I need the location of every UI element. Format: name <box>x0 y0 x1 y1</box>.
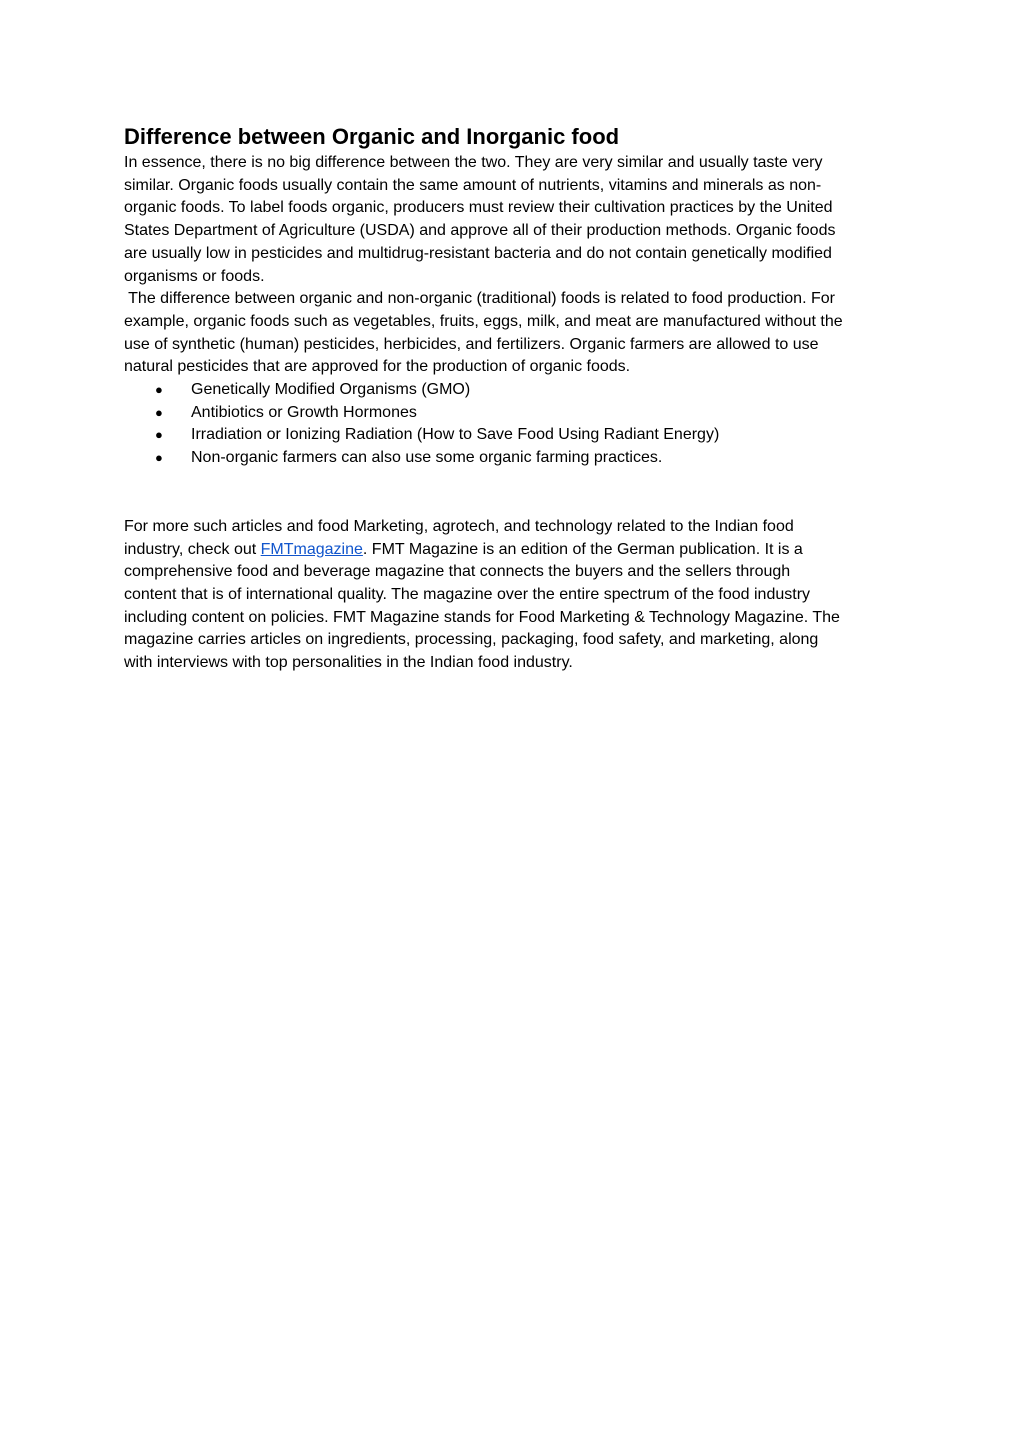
text-line: In essence, there is no big difference between the two. They are very similar and usually taste very <box>124 154 823 171</box>
text-line: organic foods. To label foods organic, producers must review their cultivation practices by the United <box>124 199 833 217</box>
text-line: For more such articles and food Marketing, agrotech, and technology related to the Indian food <box>124 517 794 535</box>
list-item-text: Genetically Modified Organisms (GMO) <box>191 381 471 399</box>
paragraph-intro <box>124 152 904 288</box>
list-item <box>124 379 904 402</box>
text-line-with-link <box>124 539 904 562</box>
text-line: use of synthetic (human) pesticides, herbicides, and fertilizers. Organic farmers are allowed to use <box>124 335 819 353</box>
list-item <box>124 424 904 447</box>
text-line: similar. Organic foods usually contain the same amount of nutrients, vitamins and minerals as non- <box>124 176 822 194</box>
text-line: States Department of Agriculture (USDA) and approve all of their production methods. Organic foods <box>124 222 836 240</box>
text-line: natural pesticides that are approved for the production of organic foods. <box>124 358 631 376</box>
text-line: with interviews with top personalities in the Indian food industry. <box>124 654 573 672</box>
bullet-icon: ● <box>155 382 163 398</box>
bullet-icon: ● <box>155 450 163 466</box>
bullet-icon: ● <box>155 404 163 420</box>
list-item-text: Non-organic farmers can also use some organic farming practices. <box>191 449 663 467</box>
text-fragment: . FMT Magazine is an edition of the German publication. It is a <box>362 540 803 558</box>
text-line: The difference between organic and non-organic (traditional) foods is related to food production. For <box>124 290 835 308</box>
text-fragment: industry, check out <box>124 540 261 558</box>
fmt-magazine-link[interactable]: FMTmagazine <box>260 540 363 558</box>
bullet-icon: ● <box>155 427 163 443</box>
text-line: are usually low in pesticides and multidrug-resistant bacteria and do not contain genetically modified <box>124 244 832 262</box>
list-item <box>124 447 904 470</box>
text-line: content that is of international quality. The magazine over the entire spectrum of the food industry <box>124 585 811 603</box>
article-title: Difference between Organic and Inorganic food <box>124 124 620 149</box>
text-line: including content on policies. FMT Magazine stands for Food Marketing & Technology Magazine. The <box>124 608 840 626</box>
list-item-text: Irradiation or Ionizing Radiation (How to Save Food Using Radiant Energy) <box>191 426 720 444</box>
text-line: comprehensive food and beverage magazine that connects the buyers and the sellers through <box>124 563 791 581</box>
document-page <box>124 122 904 675</box>
list-item-text: Antibiotics or Growth Hormones <box>191 403 417 421</box>
text-line: example, organic foods such as vegetables, fruits, eggs, milk, and meat are manufactured without the <box>124 312 843 330</box>
text-line: magazine carries articles on ingredients, processing, packaging, food safety, and marketing, along <box>124 631 819 649</box>
bullet-list <box>124 379 904 470</box>
spacer <box>124 470 904 516</box>
paragraph-difference <box>124 288 904 379</box>
list-item <box>124 402 904 425</box>
paragraph-fmt-magazine <box>124 516 904 675</box>
text-line: organisms or foods. <box>124 267 265 285</box>
